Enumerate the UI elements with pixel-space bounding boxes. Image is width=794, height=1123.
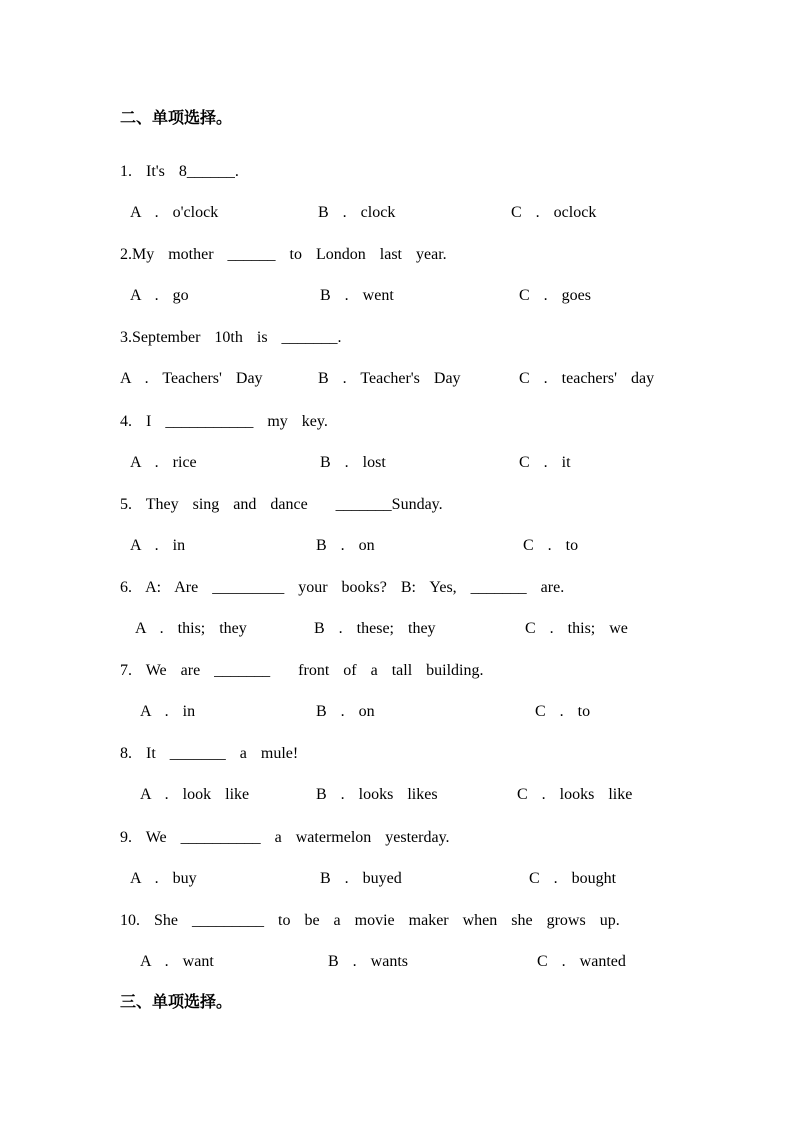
option-c: C . goes (519, 287, 591, 304)
option-c: C . bought (529, 870, 617, 887)
question-6: 6. A: Are _________ your books? B: Yes, _______ are. (120, 579, 565, 596)
question-7: 7. We are _______ front of a tall building. (120, 662, 484, 679)
question-3: 3.September 10th is _______. (120, 329, 342, 346)
question-1: 1. It's 8______. (120, 163, 239, 180)
option-b: B . clock (318, 204, 396, 221)
option-a: A . this; they (135, 620, 247, 637)
option-c: C . teachers' day (519, 370, 655, 387)
question-9: 9. We __________ a watermelon yesterday. (120, 829, 450, 846)
option-a: A . in (140, 703, 196, 720)
option-a: A . Teachers' Day (120, 370, 263, 387)
option-b: B . looks likes (316, 786, 438, 803)
option-b: B . on (316, 703, 375, 720)
question-4: 4. I ___________ my key. (120, 413, 328, 430)
option-b: B . on (316, 537, 375, 554)
option-c: C . it (519, 454, 571, 471)
option-a: A . o'clock (130, 204, 219, 221)
section-heading: 三、单项选择。 (120, 992, 233, 1011)
option-c: C . looks like (517, 786, 633, 803)
option-b: B . buyed (320, 870, 402, 887)
option-a: A . go (130, 287, 189, 304)
option-c: C . to (535, 703, 591, 720)
question-8: 8. It _______ a mule! (120, 745, 299, 762)
option-a: A . in (130, 537, 186, 554)
option-b: B . went (320, 287, 394, 304)
option-b: B . these; they (314, 620, 436, 637)
option-b: B . wants (328, 953, 408, 970)
option-c: C . to (523, 537, 579, 554)
option-c: C . wanted (537, 953, 626, 970)
option-b: B . lost (320, 454, 386, 471)
option-b: B . Teacher's Day (318, 370, 461, 387)
option-c: C . oclock (511, 204, 597, 221)
option-a: A . want (140, 953, 214, 970)
question-2: 2.My mother ______ to London last year. (120, 246, 447, 263)
question-5: 5. They sing and dance _______Sunday. (120, 496, 443, 513)
section-heading: 二、单项选择。 (120, 108, 233, 127)
option-a: A . buy (130, 870, 197, 887)
option-c: C . this; we (525, 620, 628, 637)
option-a: A . rice (130, 454, 197, 471)
question-10: 10. She _________ to be a movie maker when she grows up. (120, 912, 620, 929)
option-a: A . look like (140, 786, 250, 803)
